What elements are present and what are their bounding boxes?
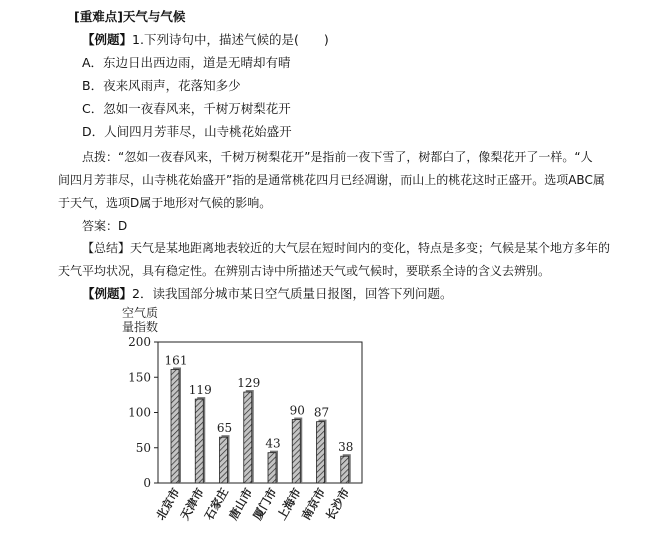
bar-value-label: 119 bbox=[188, 383, 212, 398]
category-label: 厦门市 bbox=[250, 485, 280, 523]
y-tick-label: 150 bbox=[128, 370, 151, 385]
example-tag: 【例题】 bbox=[82, 32, 133, 47]
answer: 答案：D bbox=[82, 219, 128, 233]
bar-value-label: 38 bbox=[338, 440, 354, 455]
option-c: C．忽如一夜春风来，千树万树梨花开 bbox=[82, 101, 291, 116]
category-label: 上海市 bbox=[274, 485, 304, 523]
example-tag-2: 【例题】 bbox=[82, 286, 133, 301]
y-axis bbox=[128, 335, 158, 490]
bar bbox=[244, 392, 252, 483]
summary-line-1: 【总结】天气是某地距离地表较近的大气层在短时间内的变化，特点是多变；气候是某个地方多年的 bbox=[82, 241, 611, 255]
y-tick-label: 0 bbox=[143, 476, 151, 490]
y-tick-label: 100 bbox=[128, 405, 151, 420]
bar-value-label: 90 bbox=[289, 403, 305, 418]
category-label: 天津市 bbox=[177, 485, 207, 523]
summary-line-2: 天气平均状况，具有稳定性。在辨别古诗中所描述天气或气候时，要联系全诗的含义去辨别。 bbox=[58, 264, 551, 278]
bar bbox=[268, 453, 276, 483]
category-label: 石家庄 bbox=[201, 485, 232, 523]
bar bbox=[292, 420, 300, 483]
bar bbox=[195, 399, 203, 483]
question-2-text: 2．读我国部分城市某日空气质量日报图，回答下列问题。 bbox=[132, 286, 453, 301]
plot-frame bbox=[158, 342, 362, 483]
question-2-stem bbox=[82, 286, 452, 302]
category-label: 南京市 bbox=[298, 485, 329, 523]
bar bbox=[171, 369, 179, 483]
y-tick-label: 50 bbox=[135, 440, 151, 455]
y-tick-label: 200 bbox=[128, 335, 151, 349]
y-axis-label-line-1: 空气质 bbox=[122, 306, 159, 320]
bar-value-label: 87 bbox=[313, 405, 330, 420]
bar-value-label: 43 bbox=[265, 436, 281, 451]
bar bbox=[220, 437, 228, 483]
category-label: 唐山市 bbox=[225, 485, 256, 523]
question-1-stem bbox=[82, 32, 329, 48]
question-text: 1.下列诗句中，描述气候的是( ) bbox=[132, 32, 329, 47]
option-a: A．东边日出西边雨，道是无晴却有晴 bbox=[82, 55, 291, 70]
analysis-line-2: 间四月芳菲尽，山寺桃花始盛开”指的是通常桃花四月已经凋谢，而山上的桃花这时正盛开。选项ABC属 bbox=[58, 173, 605, 187]
category-label: 长沙市 bbox=[322, 485, 353, 523]
option-b: B．夜来风雨声，花落知多少 bbox=[82, 78, 241, 93]
y-axis-label-line-2: 量指数 bbox=[122, 320, 159, 334]
option-d: D．人间四月芳菲尽，山寺桃花始盛开 bbox=[82, 124, 292, 139]
bar-value-label: 161 bbox=[164, 353, 188, 368]
bar bbox=[317, 422, 325, 483]
bars bbox=[153, 353, 353, 522]
category-label: 北京市 bbox=[153, 485, 183, 523]
air-quality-chart bbox=[100, 304, 370, 532]
bar bbox=[341, 456, 349, 483]
section-title: [重难点]天气与气候 bbox=[74, 9, 186, 24]
bar-value-label: 65 bbox=[216, 421, 233, 436]
analysis-line-3: 于天气，选项D属于地形对气候的影响。 bbox=[58, 196, 272, 210]
analysis-line-1: 点拨：“忽如一夜春风来，千树万树梨花开”是指前一夜下雪了，树都白了，像梨花开了一样。“人 bbox=[82, 150, 593, 164]
bar-value-label: 129 bbox=[237, 376, 261, 391]
